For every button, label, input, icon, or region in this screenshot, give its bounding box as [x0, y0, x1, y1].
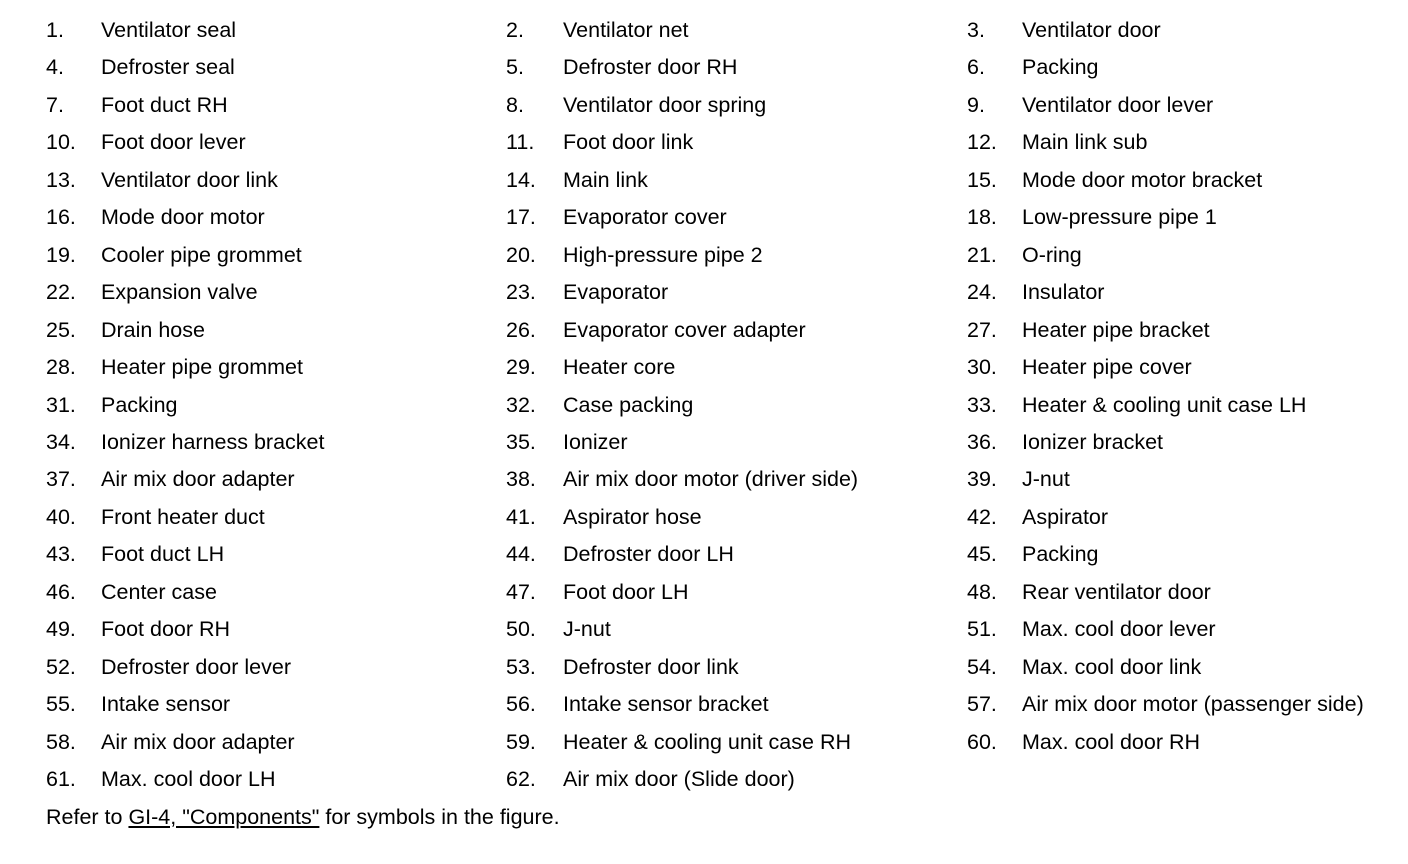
component-number: 26. [506, 317, 536, 342]
component-row [0, 15, 1408, 52]
component-number: 10. [46, 130, 76, 155]
component-number: 15. [967, 167, 997, 192]
component-row [0, 464, 1408, 501]
component-label: Packing [1022, 542, 1099, 567]
component-label: Foot duct LH [101, 542, 225, 567]
component-row [0, 127, 1408, 164]
component-number: 62. [506, 767, 536, 791]
component-label: Intake sensor bracket [563, 692, 769, 717]
component-label: Aspirator hose [563, 504, 702, 529]
component-label: Main link sub [1022, 130, 1148, 155]
component-row [0, 315, 1408, 352]
component-number: 57. [967, 692, 997, 717]
component-row [0, 277, 1408, 314]
component-row [0, 202, 1408, 239]
component-row [0, 52, 1408, 89]
component-number: 18. [967, 205, 997, 230]
reference-suffix: for symbols in the figure. [319, 805, 560, 829]
component-label: Insulator [1022, 280, 1105, 305]
components-reference-link[interactable]: GI-4, "Components" [128, 805, 320, 829]
component-label: Evaporator cover adapter [563, 317, 806, 342]
component-label: Foot door LH [563, 579, 689, 604]
component-number: 48. [967, 579, 997, 604]
component-label: Evaporator cover [563, 205, 727, 230]
component-label: Heater pipe bracket [1022, 317, 1210, 342]
component-number: 6. [967, 55, 985, 80]
component-label: Mode door motor [101, 205, 265, 230]
component-label: Max. cool door RH [1022, 729, 1201, 754]
component-number: 39. [967, 467, 997, 492]
component-number: 8. [506, 92, 524, 117]
component-number: 47. [506, 579, 536, 604]
component-label: Ventilator door [1022, 18, 1161, 42]
component-number: 17. [506, 205, 536, 230]
component-label: O-ring [1022, 242, 1082, 267]
component-number: 61. [46, 767, 76, 791]
component-number: 37. [46, 467, 76, 492]
component-number: 5. [506, 55, 524, 80]
component-label: J-nut [563, 617, 611, 642]
component-number: 7. [46, 92, 64, 117]
component-number: 43. [46, 542, 76, 567]
component-number: 31. [46, 392, 76, 417]
component-label: Case packing [563, 392, 694, 417]
component-label: Packing [101, 392, 178, 417]
component-label: Heater & cooling unit case LH [1022, 392, 1307, 417]
component-row [0, 90, 1408, 127]
component-number: 12. [967, 130, 997, 155]
component-label: Air mix door motor (passenger side) [1022, 692, 1364, 717]
component-row [0, 652, 1408, 689]
component-number: 21. [967, 242, 997, 267]
component-number: 34. [46, 429, 76, 454]
component-row [0, 502, 1408, 539]
component-number: 16. [46, 205, 76, 230]
component-label: J-nut [1022, 467, 1070, 492]
component-number: 41. [506, 504, 536, 529]
component-label: Heater pipe cover [1022, 355, 1192, 380]
component-number: 56. [506, 692, 536, 717]
reference-note [46, 802, 560, 832]
component-row [0, 165, 1408, 202]
component-label: Front heater duct [101, 504, 265, 529]
component-label: Foot door link [563, 130, 694, 155]
component-number: 44. [506, 542, 536, 567]
component-row [0, 352, 1408, 389]
reference-prefix: Refer to [46, 805, 129, 829]
component-label: Aspirator [1022, 504, 1109, 529]
component-label: Packing [1022, 55, 1099, 80]
component-label: Air mix door adapter [101, 729, 295, 754]
component-number: 3. [967, 18, 985, 42]
component-row [0, 539, 1408, 576]
component-number: 36. [967, 429, 997, 454]
component-label: Ionizer bracket [1022, 429, 1164, 454]
component-label: Intake sensor [101, 692, 231, 717]
component-label: Main link [563, 167, 648, 192]
component-label: Expansion valve [101, 280, 258, 305]
component-label: Defroster door LH [563, 542, 734, 567]
component-label: Ionizer [563, 429, 628, 454]
component-label: Defroster door lever [101, 654, 291, 679]
component-number: 20. [506, 242, 536, 267]
component-number: 24. [967, 280, 997, 305]
component-number: 38. [506, 467, 536, 492]
component-label: Ventilator net [563, 18, 689, 42]
component-label: Max. cool door lever [1022, 617, 1216, 642]
component-number: 1. [46, 18, 64, 42]
component-label: Ventilator door lever [1022, 92, 1214, 117]
component-number: 52. [46, 654, 76, 679]
component-number: 32. [506, 392, 536, 417]
component-row [0, 390, 1408, 427]
component-number: 59. [506, 729, 536, 754]
component-label: Max. cool door link [1022, 654, 1202, 679]
component-label: Heater core [563, 355, 676, 380]
component-number: 42. [967, 504, 997, 529]
component-row [0, 614, 1408, 651]
component-label: Air mix door motor (driver side) [563, 467, 859, 492]
component-label: Defroster door link [563, 654, 739, 679]
component-label: Defroster door RH [563, 55, 738, 80]
component-label: Defroster seal [101, 55, 235, 80]
component-number: 2. [506, 18, 524, 42]
component-number: 51. [967, 617, 997, 642]
component-number: 28. [46, 355, 76, 380]
component-label: Rear ventilator door [1022, 579, 1211, 604]
component-label: Low-pressure pipe 1 [1022, 205, 1217, 230]
component-number: 11. [506, 130, 535, 155]
component-label: Evaporator [563, 280, 669, 305]
component-number: 50. [506, 617, 536, 642]
component-number: 14. [506, 167, 536, 192]
component-row [0, 577, 1408, 614]
component-number: 23. [506, 280, 536, 305]
component-row [0, 764, 1408, 801]
component-number: 29. [506, 355, 536, 380]
component-label: High-pressure pipe 2 [563, 242, 763, 267]
component-label: Air mix door (Slide door) [563, 767, 795, 791]
component-number: 53. [506, 654, 536, 679]
component-number: 27. [967, 317, 997, 342]
component-label: Foot door lever [101, 130, 246, 155]
component-number: 30. [967, 355, 997, 380]
component-label: Heater & cooling unit case RH [563, 729, 852, 754]
component-number: 54. [967, 654, 997, 679]
component-number: 46. [46, 579, 76, 604]
component-label: Ventilator door link [101, 167, 278, 192]
component-label: Ionizer harness bracket [101, 429, 325, 454]
component-label: Mode door motor bracket [1022, 167, 1263, 192]
component-number: 4. [46, 55, 64, 80]
component-number: 13. [46, 167, 76, 192]
component-number: 40. [46, 504, 76, 529]
component-number: 60. [967, 729, 997, 754]
component-number: 45. [967, 542, 997, 567]
component-label: Heater pipe grommet [101, 355, 303, 380]
component-label: Foot duct RH [101, 92, 228, 117]
component-number: 55. [46, 692, 76, 717]
component-number: 33. [967, 392, 997, 417]
component-number: 49. [46, 617, 76, 642]
component-label: Cooler pipe grommet [101, 242, 302, 267]
component-label: Ventilator seal [101, 18, 237, 42]
component-row [0, 727, 1408, 764]
component-label: Center case [101, 579, 217, 604]
component-label: Ventilator door spring [563, 92, 767, 117]
component-row [0, 427, 1408, 464]
component-label: Max. cool door LH [101, 767, 276, 791]
component-label: Foot door RH [101, 617, 231, 642]
component-label: Drain hose [101, 317, 205, 342]
component-label: Air mix door adapter [101, 467, 295, 492]
component-number: 9. [967, 92, 985, 117]
component-number: 22. [46, 280, 76, 305]
component-number: 35. [506, 429, 536, 454]
component-row [0, 240, 1408, 277]
component-row [0, 689, 1408, 726]
component-number: 58. [46, 729, 76, 754]
component-number: 19. [46, 242, 76, 267]
component-number: 25. [46, 317, 76, 342]
